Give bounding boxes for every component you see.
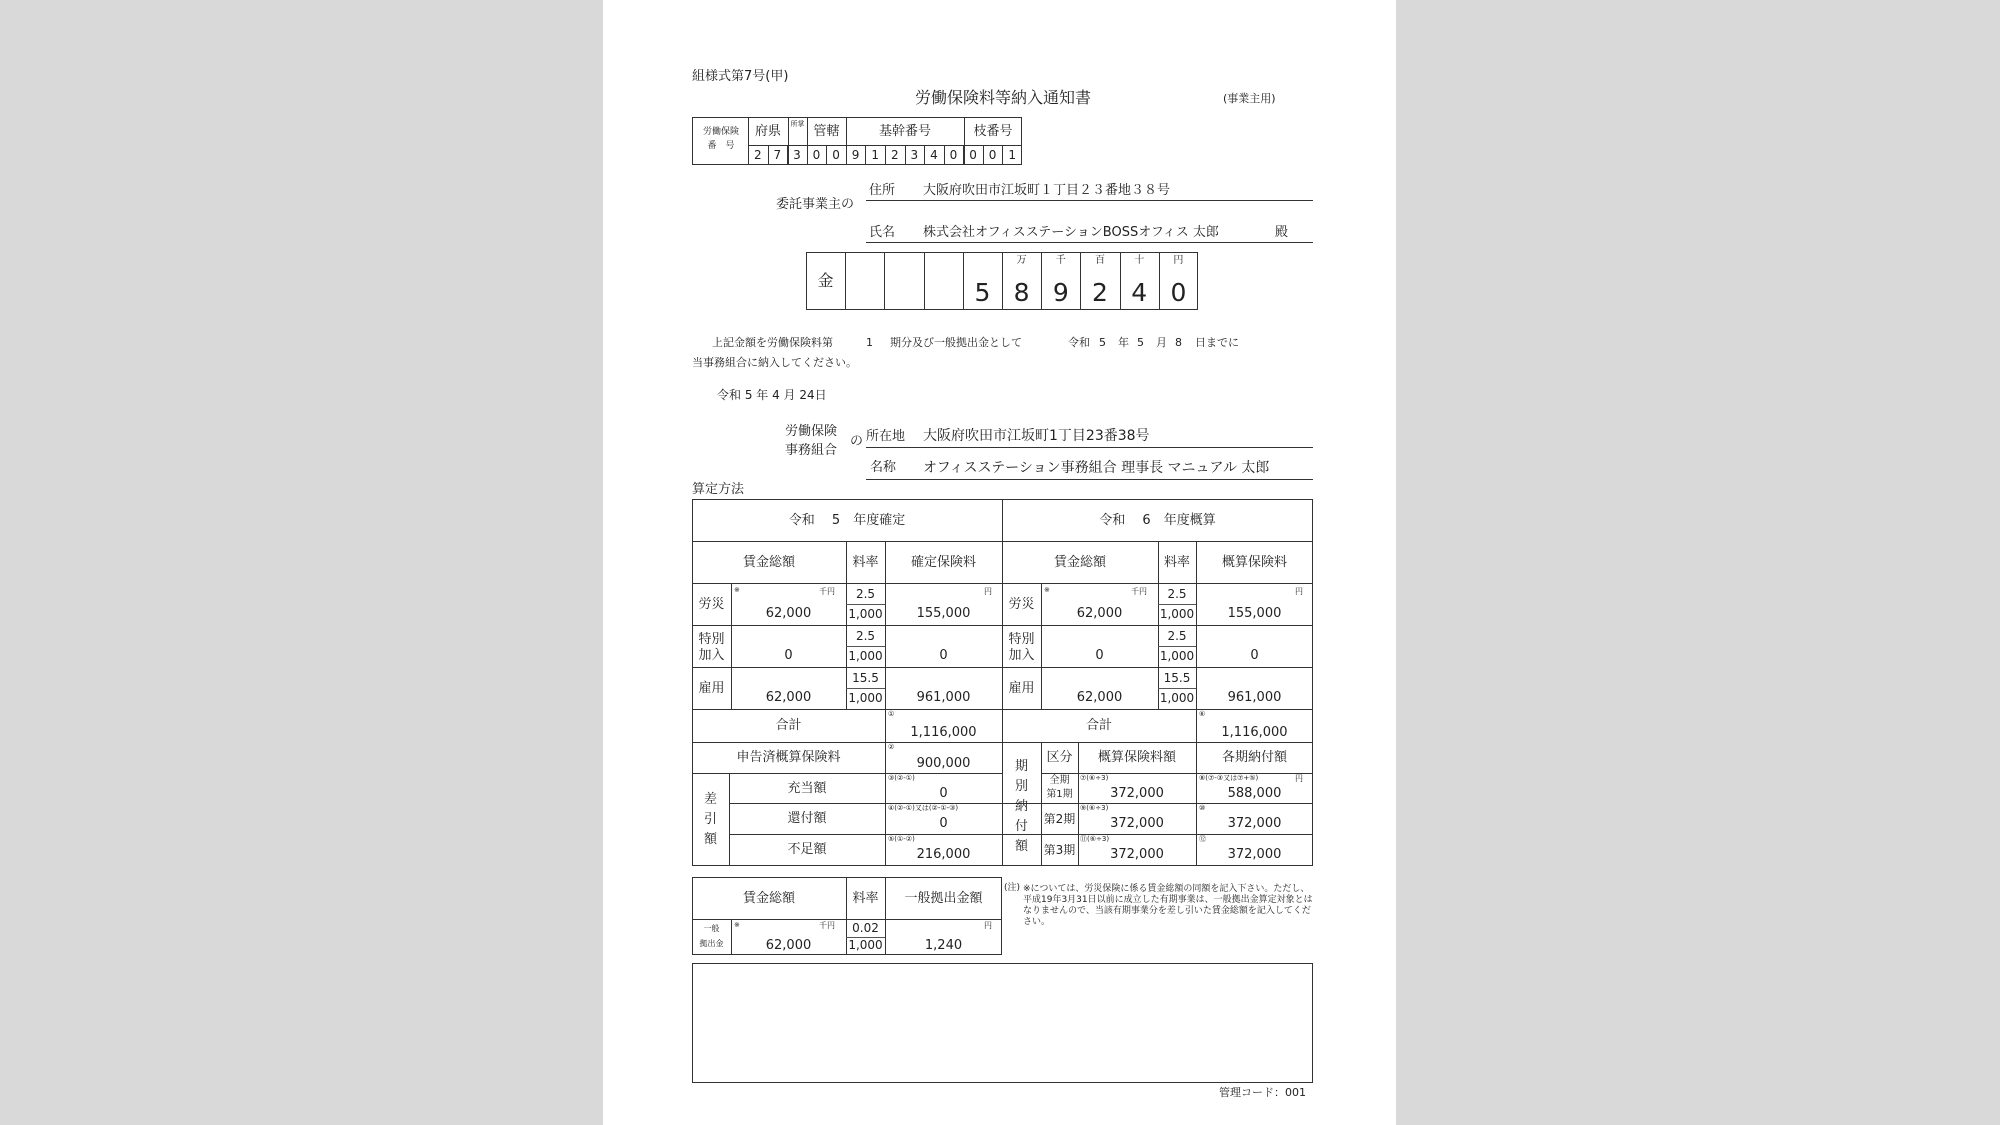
insurance-digit: 0 — [969, 148, 977, 162]
premium-value: 961,000 — [1227, 690, 1282, 705]
col-each-payment: 各期納付額 — [1221, 750, 1287, 765]
instruction-line2: 当事務組合に納入してください。 — [692, 356, 857, 369]
contribution-row-label: 一般 — [703, 924, 720, 933]
insurance-digit: 9 — [851, 148, 860, 162]
row-label: 雇用 — [698, 681, 725, 696]
employer-name: 株式会社オフィスステーションBOSSオフィス 太郎 — [923, 225, 1219, 240]
insurance-digit: 1 — [871, 148, 880, 162]
confirmed-col-premium: 確定保険料 — [910, 555, 976, 570]
issue-date: 令和 5 年 4 月 24日 — [717, 388, 827, 402]
diff-label-3: 額 — [704, 832, 718, 847]
amount-unit-label: 十 — [1134, 255, 1145, 266]
wage-value: 0 — [1095, 648, 1104, 663]
confirmed-header: 令和 5 年度確定 — [788, 513, 906, 528]
association-label-line2: 事務組合 — [785, 443, 838, 458]
document-title: 労働保険料等納入通知書 — [915, 88, 1092, 107]
confirmed-col-wage: 賃金総額 — [742, 555, 795, 570]
amount-digit: 5 — [974, 278, 991, 307]
insurance-digit: 1 — [1008, 148, 1017, 162]
diff-row-label: 充当額 — [787, 781, 827, 796]
period-payment-value: 588,000 — [1227, 786, 1282, 801]
col-office: 所掌 — [790, 120, 805, 128]
rate-value: 2.5 — [855, 629, 876, 643]
document-page: 組様式第7号(甲) 労働保険料等納入通知書 (事業主用) 労働保険 番 号 府県 所掌 管轄 基幹番号 枝番号 委託事業主の 住所 大阪府吹田市江坂町１丁目２３番地３８号 氏名 株式会社オフィスステーションBOSSオフィス 太郎 殿 金 上記金額を労働保険料第 1 期分及び一般拠出金として 令和 5 年 5 月 8 日までに 当事務組合に納入してください。 令和 5 年 4 月 24日 労働保険 事務組合 の 所在地 大阪府吹田市江坂町1丁目23番38号 名称 オフィスステーション事務組合 理事長 マニュアル 太郎 算定方法 令和 5 年度確定 賃金総額 料率 確定保険料 令和 6 年度概算 賃金総額 料率 概算保険料 合計 ① 1,116,000 合計 ⑥ 1,116,000 申告済概算保険料 ② 900,000 差 引 額 区分 概算保険料額 各期納付額 賃金総額 料率 一般拠出金額 一般 拠出金 ※ 千円 62,000 0.02 1,000 円 1,240 (注) ※については、労災保険に係る賃金総額の同額を記入下さい。ただし、平成19年3月31日以前に成立した有期事業は、一般拠出金算定対象とはなりませんので、当該有期事業分を差し引いた賃金総額を記入してください。 管理コード：001 2 7 3 0 0 9 1 2 3 4 0 0 0 1 5 8 9 2 4 0 万 千 百 十 円 労災 ※ 千円 円 62,000 2.5 1,000 155,000 特別 加入 0 2.5 1,000 0 雇用 62,000 15.5 1,000 961,000 労災 ※ 千円 円 62,000 2.5 1,000 155,000 特別 加入 0 2.5 1,000 0 雇用 62,000 15.5 1,000 961,000 充当額 ③(②-①) 0 還付額 ④(②-①)又は(②-①-③) 0 不足額 ⑤(①-②) 216,000 期 別 納 付 額 全期 第1期 ⑦(⑥÷3) 372,000 ⑧(⑦-③又は⑦+⑤) 円 588,000 第2期 ⑨(⑥÷3) 372,000 ⑩ 372,000 第3期 ⑪(⑥÷3) 372,000 ⑫ 372,000 — [603, 0, 1396, 1125]
col-branch: 枝番号 — [973, 124, 1013, 139]
insurance-number-label: 労働保険 — [702, 127, 739, 137]
col-jurisdiction: 管轄 — [813, 124, 840, 139]
amount-digit: 2 — [1092, 278, 1108, 307]
confirmed-col-rate: 料率 — [852, 555, 879, 570]
contribution-amount: 1,240 — [924, 938, 963, 953]
deadline-year: 5 — [1099, 336, 1106, 349]
period-estimated-value: 372,000 — [1110, 786, 1164, 801]
period-estimated-value: 372,000 — [1110, 847, 1164, 862]
periodic-label-char: 納 — [1014, 799, 1028, 814]
deadline-day: 8 — [1175, 336, 1182, 349]
insurance-digit: 0 — [988, 148, 997, 162]
association-address-label: 所在地 — [866, 429, 906, 444]
period-label: 第3期 — [1043, 843, 1076, 857]
periodic-label-char: 額 — [1014, 839, 1028, 854]
contribution-wage: 62,000 — [765, 938, 812, 953]
notes-marker: (注) — [1004, 883, 1021, 893]
estimated-col-rate: 料率 — [1163, 555, 1190, 570]
amount-unit-label: 円 — [1173, 255, 1184, 266]
rate-value: 2.5 — [1167, 587, 1187, 601]
rate-value: 15.5 — [1163, 671, 1191, 685]
diff-row-value: 0 — [939, 816, 948, 831]
deadline-era: 令和 — [1068, 336, 1090, 349]
insurance-digit: 2 — [753, 148, 762, 162]
periodic-label-char: 期 — [1014, 759, 1028, 774]
amount-unit-label: 百 — [1094, 255, 1105, 266]
rate-value: 2.5 — [1167, 629, 1187, 643]
wage-value: 62,000 — [1076, 606, 1123, 621]
period-estimated-value: 372,000 — [1110, 816, 1164, 831]
period-payment-value: 372,000 — [1227, 847, 1282, 862]
periodic-label-char: 付 — [1014, 819, 1028, 834]
amount-unit-label: 千 — [1055, 255, 1066, 266]
insurance-digit: 7 — [773, 148, 782, 162]
premium-value: 961,000 — [916, 690, 971, 705]
declared-value: 900,000 — [916, 756, 971, 771]
wage-value: 0 — [784, 648, 793, 663]
notes-text: ※については、労災保険に係る賃金総額の同額を記入下さい。ただし、平成19年3月31日以前に成立した有期事業は、一般拠出金算定対象とはなりませんので、当該有期事業分を差し引いた賃金総額を記入してください。 — [1023, 884, 1313, 927]
premium-value: 0 — [1250, 648, 1259, 663]
row-label: 特別 — [698, 632, 725, 647]
copy-label: (事業主用) — [1223, 92, 1276, 105]
diff-row-value: 216,000 — [916, 847, 971, 862]
contribution-col-amount: 一般拠出金額 — [904, 891, 983, 906]
contribution-col-wage: 賃金総額 — [742, 891, 795, 906]
contribution-col-rate: 料率 — [852, 891, 879, 906]
declared-label: 申告済概算保険料 — [736, 750, 841, 765]
employer-honorific: 殿 — [1275, 225, 1289, 240]
periodic-label-char: 別 — [1014, 779, 1028, 794]
insurance-digit: 3 — [910, 148, 919, 162]
diff-label-2: 引 — [704, 812, 718, 827]
wage-value: 62,000 — [765, 690, 812, 705]
premium-value: 155,000 — [916, 606, 971, 621]
instruction-period: 1 — [866, 336, 873, 349]
estimated-total-label: 合計 — [1085, 718, 1112, 733]
insurance-digit: 2 — [890, 148, 899, 162]
estimated-header: 令和 6 年度概算 — [1099, 513, 1216, 528]
premium-value: 0 — [939, 648, 948, 663]
employer-address: 大阪府吹田市江坂町１丁目２３番地３８号 — [923, 183, 1171, 198]
instruction-line1-a: 上記金額を労働保険料第 — [712, 336, 833, 349]
amount-label: 金 — [817, 271, 834, 290]
association-label-line1: 労働保険 — [785, 424, 838, 439]
management-code: 管理コード：001 — [1219, 1086, 1306, 1099]
wage-value: 62,000 — [1076, 690, 1123, 705]
association-name: オフィスステーション事務組合 理事長 マニュアル 太郎 — [923, 460, 1270, 476]
wage-value: 62,000 — [765, 606, 812, 621]
employer-label: 委託事業主の — [776, 197, 855, 212]
rate-value: 2.5 — [855, 587, 876, 601]
estimated-col-premium: 概算保険料 — [1221, 555, 1287, 570]
premium-value: 155,000 — [1227, 606, 1282, 621]
row-label: 労災 — [1008, 597, 1035, 612]
confirmed-total-label: 合計 — [775, 718, 802, 733]
insurance-digit: 0 — [949, 148, 958, 162]
instruction-line1-b: 期分及び一般拠出金として — [890, 336, 1022, 349]
insurance-digit: 0 — [832, 148, 840, 162]
contribution-rate: 0.02 — [852, 921, 879, 935]
rate-value: 15.5 — [852, 671, 879, 685]
calc-method-label: 算定方法 — [692, 482, 745, 497]
amount-digit: 8 — [1013, 278, 1030, 307]
col-base: 基幹番号 — [878, 124, 931, 139]
estimated-total: 1,116,000 — [1221, 725, 1288, 740]
period-payment-value: 372,000 — [1227, 816, 1282, 831]
confirmed-total: 1,116,000 — [910, 725, 977, 740]
insurance-digit: 0 — [812, 148, 821, 162]
col-pref: 府県 — [754, 124, 781, 139]
deadline-month: 5 — [1137, 336, 1144, 349]
amount-digit: 9 — [1052, 278, 1069, 307]
diff-row-label: 不足額 — [787, 842, 827, 857]
blank-remarks-box — [692, 963, 1313, 1083]
amount-digit: 0 — [1170, 278, 1187, 307]
estimated-col-wage: 賃金総額 — [1053, 555, 1106, 570]
row-label: 雇用 — [1008, 681, 1035, 696]
row-label: 労災 — [698, 597, 725, 612]
row-label: 特別 — [1008, 632, 1035, 647]
amount-digit: 4 — [1131, 278, 1148, 307]
insurance-digit: 3 — [793, 148, 801, 162]
col-estimated-amount: 概算保険料額 — [1097, 750, 1176, 765]
employer-name-label: 氏名 — [869, 225, 896, 240]
diff-row-value: 0 — [939, 786, 948, 801]
period-label: 全期 — [1049, 775, 1070, 786]
diff-label-1: 差 — [704, 792, 718, 807]
form-code: 組様式第7号(甲) — [692, 69, 789, 84]
period-label: 第2期 — [1043, 812, 1076, 826]
amount-unit-label: 万 — [1016, 255, 1027, 266]
employer-address-label: 住所 — [869, 183, 896, 198]
insurance-digit: 4 — [930, 148, 938, 162]
association-address: 大阪府吹田市江坂町1丁目23番38号 — [923, 428, 1150, 444]
association-name-label: 名称 — [870, 460, 897, 475]
diff-row-label: 還付額 — [787, 811, 827, 826]
col-section: 区分 — [1046, 750, 1073, 765]
